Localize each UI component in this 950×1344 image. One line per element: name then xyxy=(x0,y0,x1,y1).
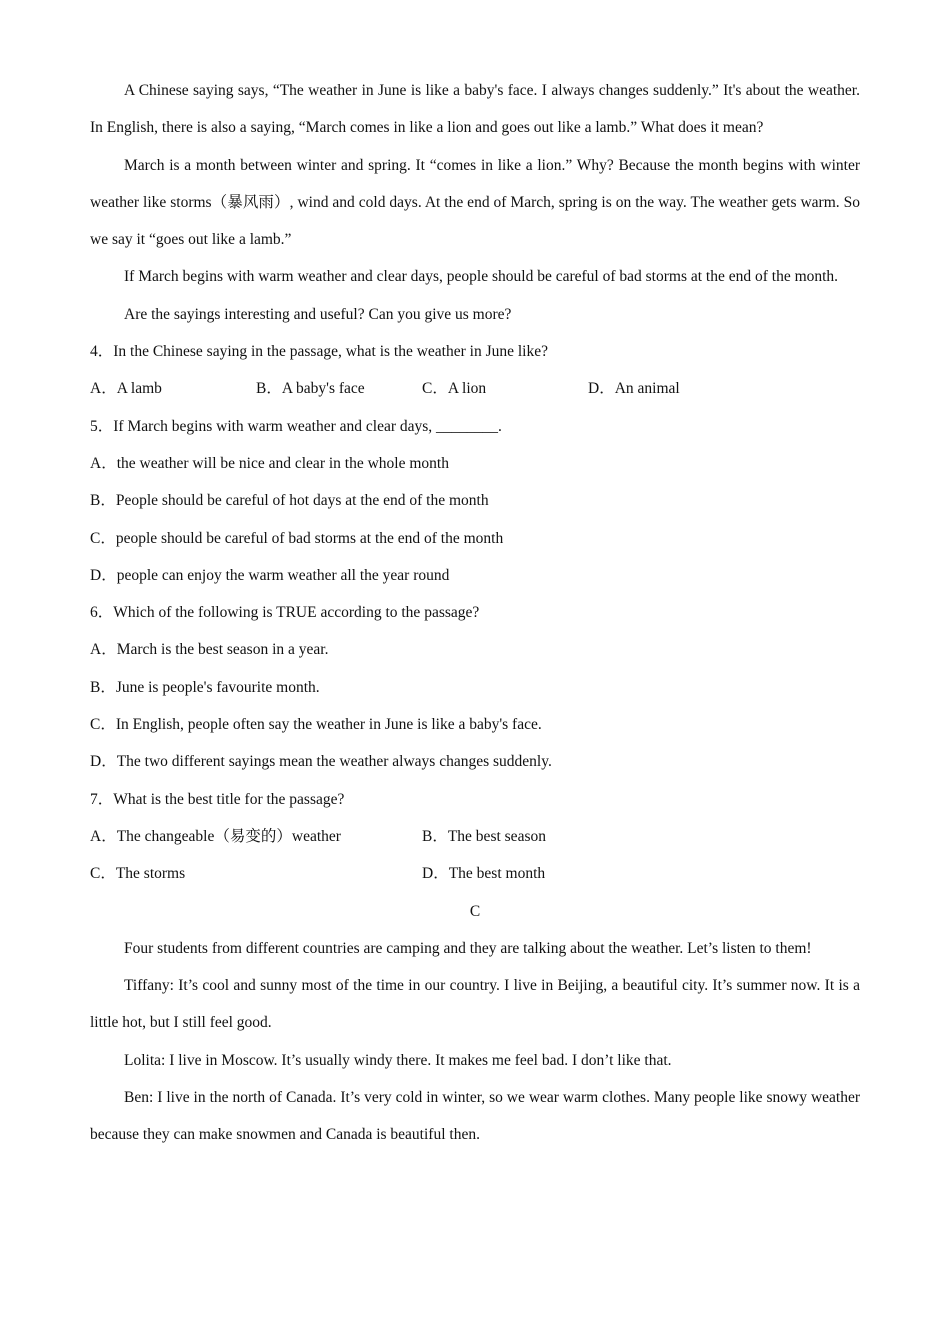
question-7-options-row-2 xyxy=(90,855,860,892)
question-6-option-a: A．March is the best season in a year. xyxy=(90,641,329,659)
question-4-option-d: D．An animal xyxy=(588,380,680,398)
question-4-stem: 4．In the Chinese saying in the passage, what is the weather in June like? xyxy=(90,343,548,361)
question-5-option-c: C．people should be careful of bad storms at the end of the month xyxy=(90,529,504,547)
question-6-stem: 6．Which of the following is TRUE according to the passage? xyxy=(90,604,480,622)
section-c-paragraph-2: Tiffany: It’s cool and sunny most of the time in our country. I live in Beijing, a beautiful city. It’s summer now. It is a little hot, but I still feel good. xyxy=(90,977,860,1032)
exam-page xyxy=(90,72,860,1154)
question-6-option-b: B．June is people's favourite month. xyxy=(90,678,320,696)
section-c-heading: C xyxy=(469,902,481,920)
passage-paragraph-4: Are the sayings interesting and useful? Can you give us more? xyxy=(124,305,512,323)
section-c-paragraph-1: Four students from different countries are camping and they are talking about the weather. Let’s listen to them! xyxy=(124,939,812,957)
question-7-options-row-1 xyxy=(90,818,860,855)
question-6-option-c: C．In English, people often say the weather in June is like a baby's face. xyxy=(90,716,542,734)
passage-paragraph-2: March is a month between winter and spring. It “comes in like a lion.” Why? Because the month begins with winter weather like storms（暴风雨）, wind and cold days. At the end of March, spring is on the way. The weather gets warm. So we say it “goes out like a lamb.” xyxy=(90,156,860,249)
passage-paragraph-1: A Chinese saying says, “The weather in June is like a baby's face. I always changes suddenly.” It's about the weather. In English, there is also a saying, “March comes in like a lion and goes out like a lamb.” What does it mean? xyxy=(90,82,860,137)
question-4-option-a: A．A lamb xyxy=(90,380,162,398)
section-c-paragraph-3: Lolita: I live in Moscow. It’s usually windy there. It makes me feel bad. I don’t like that. xyxy=(124,1051,672,1069)
question-5-option-b: B．People should be careful of hot days at the end of the month xyxy=(90,492,489,510)
question-4-option-c: C．A lion xyxy=(422,380,487,398)
passage-paragraph-3: If March begins with warm weather and clear days, people should be careful of bad storms at the end of the month. xyxy=(124,268,839,286)
question-7-option-b: B．The best season xyxy=(422,827,546,845)
question-5-option-a: A．the weather will be nice and clear in the whole month xyxy=(90,454,449,472)
question-7-option-c: C．The storms xyxy=(90,865,186,883)
question-4-options xyxy=(90,370,860,407)
question-7-option-d: D．The best month xyxy=(422,865,546,883)
question-5-stem: 5．If March begins with warm weather and clear days, ________. xyxy=(90,417,502,435)
question-7-option-a: A．The changeable（易变的）weather xyxy=(90,827,341,845)
section-c-paragraph-4: Ben: I live in the north of Canada. It’s very cold in winter, so we wear warm clothes. Many people like snowy weather because they can make snowmen and Canada is beautiful then. xyxy=(90,1089,860,1144)
question-5-option-d: D．people can enjoy the warm weather all the year round xyxy=(90,566,450,584)
question-7-stem: 7．What is the best title for the passage? xyxy=(90,790,345,808)
question-6-option-d: D．The two different sayings mean the weather always changes suddenly. xyxy=(90,753,552,771)
question-4-option-b: B．A baby's face xyxy=(256,380,365,398)
